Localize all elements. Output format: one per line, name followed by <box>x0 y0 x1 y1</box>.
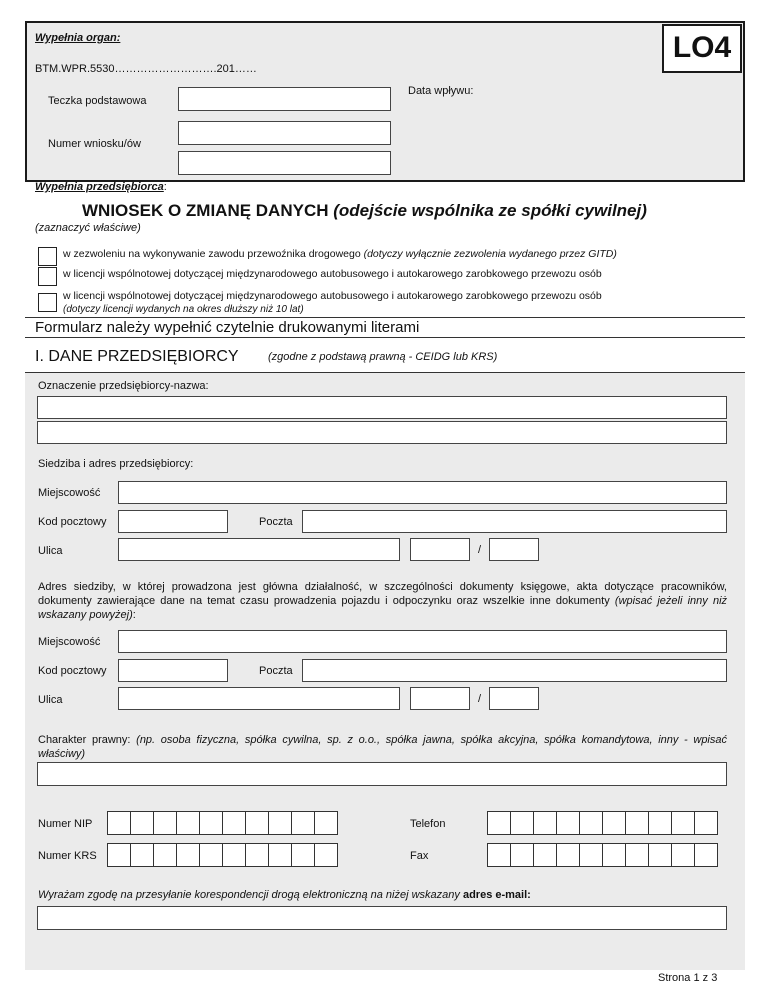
phone-digit[interactable] <box>533 811 557 835</box>
activity-building-number-field[interactable] <box>410 687 470 710</box>
nip-digit[interactable] <box>107 811 131 835</box>
seat-street-field[interactable] <box>118 538 400 561</box>
received-date-label: Data wpływu: <box>408 85 474 97</box>
fax-digit[interactable] <box>648 843 672 867</box>
form-title-italic: (odejście wspólnika ze spółki cywilnej) <box>333 201 647 220</box>
fax-digit-boxes[interactable] <box>487 843 717 867</box>
activity-post-office-field[interactable] <box>302 659 727 682</box>
nip-digit[interactable] <box>245 811 269 835</box>
activity-post-office-label: Poczta <box>259 665 293 677</box>
fax-label: Fax <box>410 850 429 862</box>
phone-digit[interactable] <box>556 811 580 835</box>
option-1-text: w zezwoleniu na wykonywanie zawodu przewoźnika drogowego <box>63 248 361 260</box>
section-1-title: I. DANE PRZEDSIĘBIORCY <box>35 348 239 365</box>
nip-digit[interactable] <box>291 811 315 835</box>
nip-digit[interactable] <box>199 811 223 835</box>
fax-digit[interactable] <box>694 843 718 867</box>
option-1-checkbox[interactable] <box>38 247 57 266</box>
select-instruction: (zaznaczyć właściwe) <box>35 222 141 234</box>
main-activity-description: Adres siedziby, w której prowadzona jest główna działalność, w szczególności dokumenty księgowe, akta dotyczące pracowników, dokumenty zawierające dane na temat czasu prowadzenia pojazdu i odpoczynku oraz wszelkie inne dokumenty <box>38 581 727 607</box>
activity-city-label: Miejscowość <box>38 636 101 648</box>
company-name-label: Oznaczenie przedsiębiorcy-nazwa: <box>38 380 209 392</box>
phone-digit[interactable] <box>648 811 672 835</box>
activity-city-field[interactable] <box>118 630 727 653</box>
email-consent <box>38 889 531 901</box>
krs-digit[interactable] <box>291 843 315 867</box>
nip-digit[interactable] <box>268 811 292 835</box>
legal-form-label: Charakter prawny: <box>38 734 131 746</box>
nip-digit-boxes[interactable] <box>107 811 337 835</box>
fax-digit[interactable] <box>602 843 626 867</box>
krs-digit[interactable] <box>245 843 269 867</box>
seat-post-office-field[interactable] <box>302 510 727 533</box>
option-2-text: w licencji wspólnotowej dotyczącej międzynarodowego autobusowego i autokarowego zarobkowego przewozu osób <box>63 268 602 280</box>
option-3-text: w licencji wspólnotowej dotyczącej międzynarodowego autobusowego i autokarowego zarobkowego przewozu osób <box>63 290 602 302</box>
seat-postal-code-label: Kod pocztowy <box>38 516 107 528</box>
krs-digit[interactable] <box>222 843 246 867</box>
seat-city-label: Miejscowość <box>38 487 101 499</box>
option-3-checkbox[interactable] <box>38 293 57 312</box>
nip-digit[interactable] <box>130 811 154 835</box>
office-filled-by-label: Wypełnia organ: <box>35 32 121 44</box>
krs-digit[interactable] <box>153 843 177 867</box>
activity-postal-code-field[interactable] <box>118 659 228 682</box>
fill-instruction: Formularz należy wypełnić czytelnie drukowanymi literami <box>35 319 420 336</box>
activity-postal-code-label: Kod pocztowy <box>38 665 107 677</box>
seat-post-office-label: Poczta <box>259 516 293 528</box>
legal-form-text <box>38 733 727 761</box>
email-consent-text: Wyrażam zgodę na przesyłanie korespondencji drogą elektroniczną na niżej wskazany <box>38 889 460 901</box>
activity-number-slash: / <box>478 693 482 705</box>
krs-digit[interactable] <box>107 843 131 867</box>
divider-top <box>25 317 745 318</box>
fax-digit[interactable] <box>533 843 557 867</box>
company-name-field-1[interactable] <box>37 396 727 419</box>
option-2-checkbox[interactable] <box>38 267 57 286</box>
nip-digit[interactable] <box>314 811 338 835</box>
legal-form-note: (np. osoba fizyczna, spółka cywilna, sp. z o.o., spółka jawna, spółka akcyjna, spółka komandytowa, inny - wpisać właściwy) <box>38 734 727 760</box>
krs-digit[interactable] <box>314 843 338 867</box>
seat-city-field[interactable] <box>118 481 727 504</box>
divider-bottom <box>25 337 745 338</box>
option-3-note: (dotyczy licencji wydanych na okres dłuższy niż 10 lat) <box>63 304 304 315</box>
page-number: Strona 1 z 3 <box>658 972 718 984</box>
krs-label: Numer KRS <box>38 850 97 862</box>
activity-street-label: Ulica <box>38 694 63 706</box>
phone-digit[interactable] <box>510 811 534 835</box>
fax-digit[interactable] <box>487 843 511 867</box>
form-title <box>82 201 647 221</box>
phone-digit[interactable] <box>625 811 649 835</box>
nip-digit[interactable] <box>176 811 200 835</box>
folder-field[interactable] <box>178 87 391 111</box>
krs-digit-boxes[interactable] <box>107 843 337 867</box>
application-number-label: Numer wniosku/ów <box>48 138 141 150</box>
applicant-filled-by-colon: : <box>163 181 167 193</box>
applicant-filled-by <box>35 181 167 193</box>
application-number-field-2[interactable] <box>178 151 391 175</box>
seat-label: Siedziba i adres przedsiębiorcy: <box>38 458 194 470</box>
email-field[interactable] <box>37 906 727 930</box>
folder-label: Teczka podstawowa <box>48 95 147 107</box>
phone-label: Telefon <box>410 818 446 830</box>
phone-digit[interactable] <box>694 811 718 835</box>
krs-digit[interactable] <box>199 843 223 867</box>
main-activity-colon: : <box>132 609 136 621</box>
krs-digit[interactable] <box>268 843 292 867</box>
fax-digit[interactable] <box>556 843 580 867</box>
email-consent-bold: adres e-mail: <box>462 889 531 901</box>
applicant-filled-by-label: Wypełnia przedsiębiorca <box>35 181 164 193</box>
fax-digit[interactable] <box>625 843 649 867</box>
fax-digit[interactable] <box>671 843 695 867</box>
office-reference: BTM.WPR.5530……………………….201…… <box>35 63 257 75</box>
fax-digit[interactable] <box>510 843 534 867</box>
option-1-label <box>63 248 617 260</box>
phone-digit[interactable] <box>671 811 695 835</box>
seat-postal-code-field[interactable] <box>118 510 228 533</box>
main-activity-note: (wpisać jeżeli inny niż wskazany powyżej) <box>38 595 728 621</box>
phone-digit[interactable] <box>579 811 603 835</box>
nip-label: Numer NIP <box>38 818 93 830</box>
activity-apartment-number-field[interactable] <box>489 687 539 710</box>
legal-form-field[interactable] <box>37 762 727 786</box>
option-1-note: (dotyczy wyłącznie zezwolenia wydanego przez GITD) <box>363 248 617 260</box>
main-activity-text <box>38 580 727 622</box>
seat-apartment-number-field[interactable] <box>489 538 539 561</box>
phone-digit[interactable] <box>602 811 626 835</box>
nip-digit[interactable] <box>222 811 246 835</box>
nip-digit[interactable] <box>153 811 177 835</box>
krs-digit[interactable] <box>130 843 154 867</box>
phone-digit[interactable] <box>487 811 511 835</box>
form-code: LO4 <box>662 24 742 73</box>
fax-digit[interactable] <box>579 843 603 867</box>
activity-street-field[interactable] <box>118 687 400 710</box>
seat-number-slash: / <box>478 544 482 556</box>
company-name-field-2[interactable] <box>37 421 727 444</box>
seat-street-label: Ulica <box>38 545 63 557</box>
krs-digit[interactable] <box>176 843 200 867</box>
phone-digit-boxes[interactable] <box>487 811 717 835</box>
application-number-field-1[interactable] <box>178 121 391 145</box>
form-title-main: WNIOSEK O ZMIANĘ DANYCH <box>82 201 329 220</box>
section-1-subtitle: (zgodne z podstawą prawną - CEIDG lub KRS) <box>268 351 498 363</box>
seat-building-number-field[interactable] <box>410 538 470 561</box>
